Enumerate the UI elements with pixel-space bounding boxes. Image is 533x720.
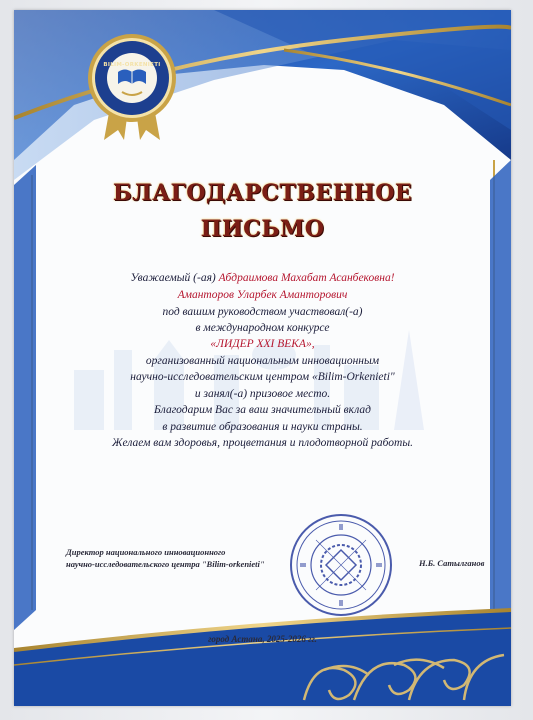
title-line-1: БЛАГОДАРСТВЕННОЕ	[112, 180, 413, 206]
official-stamp	[286, 510, 396, 620]
line-thanks-1: Благодарим Вас за ваш значительный вклад	[154, 404, 371, 416]
greeting: Уважаемый (-ая)	[130, 272, 216, 284]
logo-ring-text: BILIM-ORKENIETI	[103, 62, 161, 68]
title-line-2: ПИСЬМО	[200, 216, 325, 242]
student-name: Аманторов Уларбек Аманторович	[177, 289, 348, 301]
certificate-sheet	[14, 10, 511, 706]
bilim-orkenieti-logo	[84, 32, 180, 142]
signature-position	[66, 546, 265, 570]
signature-position-line-1: Директор национального инновационного	[66, 547, 226, 557]
line-participated: под вашим руководством участвовал(-а)	[162, 306, 363, 318]
line-organizer-1: организованный национальным инновационным	[145, 355, 380, 367]
recipient-name: Абдраимова Махабат Асанбековна!	[218, 272, 395, 284]
line-organizer-2: научно-исследовательским центром «Bilim-Orkenieti"	[130, 371, 395, 383]
line-wishes: Желаем вам здоровья, процветания и плодотворной работы.	[112, 437, 413, 449]
signature-position-line-2: научно-исследовательского центра "Bilim-orkenieti"	[66, 559, 265, 569]
line-thanks-2: в развитие образования и науки страны.	[162, 421, 363, 433]
place-date: город Астана, 2025-2026 гг.	[208, 634, 317, 644]
line-contest: в международном конкурсе	[195, 322, 330, 334]
signature-name: Н.Б. Сатылганов	[419, 558, 485, 568]
greeting-line	[14, 271, 511, 286]
line-place: и занял(-а) призовое место.	[194, 388, 331, 400]
contest-name: «ЛИДЕР XXI ВЕКА»,	[210, 338, 315, 350]
